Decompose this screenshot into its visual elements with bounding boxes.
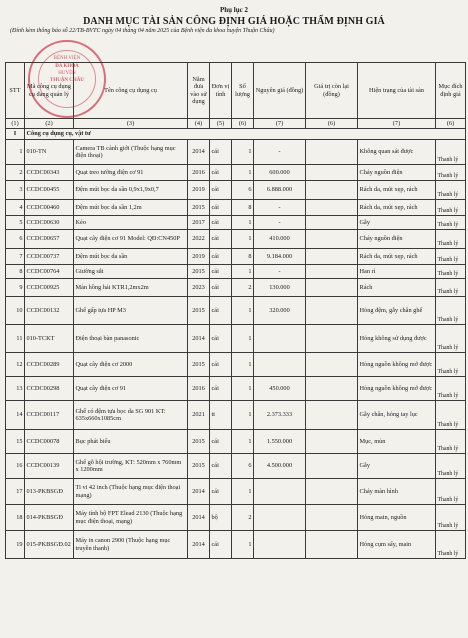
row-remain [306, 200, 358, 216]
row-stt: 1 [6, 140, 25, 165]
row-status: Hỏng cụm sấy, main [358, 531, 436, 559]
row-name: Camera TB cảnh giới (Thuộc hạng mục điện thoại) [74, 140, 188, 165]
header-status: Hiện trạng của tài sản [358, 63, 436, 119]
row-price: 9.184.000 [254, 249, 306, 265]
row-price: - [254, 140, 306, 165]
row-purpose: Thanh lý [436, 377, 466, 401]
row-qty: 1 [232, 230, 254, 249]
row-unit: cái [210, 279, 232, 297]
row-price: 6.888.000 [254, 181, 306, 200]
stamp-line: HUYỆN [58, 71, 76, 76]
table-row [6, 377, 466, 401]
row-name: Màn hồng hải KTR1,2mx2m [74, 279, 188, 297]
row-unit: cái [210, 216, 232, 230]
document-title: DANH MỤC TÀI SẢN CÔNG ĐỊNH GIÁ HOẶC THẨM ĐỊNH GIÁ [83, 16, 385, 27]
row-name: Ti vi 42 inch (Thuộc hạng mục điện thoại mạng) [74, 479, 188, 505]
row-unit: cái [210, 249, 232, 265]
row-remain [306, 165, 358, 181]
table-row [6, 353, 466, 377]
row-name: Máy in canon 2900 (Thuộc hạng mục truyền thanh) [74, 531, 188, 559]
asset-table [5, 62, 466, 559]
row-purpose: Thanh lý [436, 401, 466, 430]
row-stt: 3 [6, 181, 25, 200]
table-row [6, 454, 466, 479]
section-roman: I [6, 129, 25, 140]
row-price [254, 353, 306, 377]
row-remain [306, 377, 358, 401]
table-row [6, 325, 466, 353]
document-heading [0, 0, 468, 34]
colnum: (6) [436, 119, 466, 129]
row-price [254, 505, 306, 531]
row-code: CCDC00764 [25, 265, 74, 279]
row-code: CCDC00343 [25, 165, 74, 181]
row-remain [306, 279, 358, 297]
row-code: CCDC00657 [25, 230, 74, 249]
row-status: Gẫy chân, hỏng tay lục [358, 401, 436, 430]
row-stt: 4 [6, 200, 25, 216]
table-row [6, 479, 466, 505]
row-status: Hỏng đệm, gẫy chân ghế [358, 297, 436, 325]
row-remain [306, 505, 358, 531]
document-subtitle: (Đính kèm thông báo số 22/TB-BVTC ngày 04 tháng 04 năm 2025 của Bệnh viện đa khoa huyện Thuận Châu) [10, 28, 275, 34]
row-qty: 1 [232, 325, 254, 353]
row-code: 015-PKBSGĐ.02 [25, 531, 74, 559]
row-status: Han rỉ [358, 265, 436, 279]
row-status: Hỏng không sử dụng được [358, 325, 436, 353]
row-code: 010-TCKT [25, 325, 74, 353]
header-unit: Đơn vị tính [210, 63, 232, 119]
row-purpose: Thanh lý [436, 165, 466, 181]
stamp-line: THUẬN CHÂU [49, 78, 85, 83]
header-remain: Giá trị còn lại (đồng) [306, 63, 358, 119]
row-code: CCDC00289 [25, 353, 74, 377]
row-status: Gẫy [358, 454, 436, 479]
row-unit: cái [210, 430, 232, 454]
row-price: - [254, 216, 306, 230]
table-row [6, 505, 466, 531]
colnum: (2) [25, 119, 74, 129]
colnum: (6) [306, 119, 358, 129]
row-qty: 1 [232, 479, 254, 505]
row-code: CCDC00737 [25, 249, 74, 265]
row-purpose: Thanh lý [436, 216, 466, 230]
row-remain [306, 181, 358, 200]
row-unit: cái [210, 200, 232, 216]
colnum: (6) [232, 119, 254, 129]
row-status: Cháy màn hình [358, 479, 436, 505]
row-remain [306, 454, 358, 479]
table-row [6, 279, 466, 297]
row-name: Quạt cây điện cơ 91 Model: QĐ:CN450P [74, 230, 188, 249]
row-stt: 7 [6, 249, 25, 265]
row-year: 2015 [188, 353, 210, 377]
row-status: Hỏng main, nguồn [358, 505, 436, 531]
row-price: 450.000 [254, 377, 306, 401]
header-year: Năm đưa vào sử dụng [188, 63, 210, 119]
row-name: Bục phát biểu [74, 430, 188, 454]
row-purpose: Thanh lý [436, 454, 466, 479]
row-status: Rách da, mút xẹp, rách [358, 249, 436, 265]
row-unit: cái [210, 297, 232, 325]
row-unit: cái [210, 181, 232, 200]
row-unit: tt [210, 401, 232, 430]
row-unit: cái [210, 265, 232, 279]
row-stt: 13 [6, 377, 25, 401]
row-name: Máy tính bộ FPT Elead 2130 (Thuộc hạng mục điện thoại, mạng) [74, 505, 188, 531]
colnum: (4) [188, 119, 210, 129]
row-year: 2021 [188, 401, 210, 430]
row-name: Đệm mút bọc da sần 1,2m [74, 200, 188, 216]
row-stt: 17 [6, 479, 25, 505]
row-unit: cái [210, 165, 232, 181]
row-remain [306, 249, 358, 265]
row-name: Ghế có đệm tựa bọc da SG 901 KT: 635x660x1085cm [74, 401, 188, 430]
row-qty: 1 [232, 216, 254, 230]
row-stt: 10 [6, 297, 25, 325]
row-code: CCDC00132 [25, 297, 74, 325]
row-code: CCDC00455 [25, 181, 74, 200]
row-qty: 2 [232, 279, 254, 297]
row-purpose: Thanh lý [436, 430, 466, 454]
row-year: 2019 [188, 181, 210, 200]
row-purpose: Thanh lý [436, 279, 466, 297]
row-price: 1.550.000 [254, 430, 306, 454]
row-status: Rách da, mút xẹp, rách [358, 181, 436, 200]
row-price [254, 325, 306, 353]
row-status: Cháy nguồn điện [358, 230, 436, 249]
table-row [6, 531, 466, 559]
row-price: 600.000 [254, 165, 306, 181]
header-code: Mã công cụ dụng cụ đang quản lý [25, 63, 74, 119]
row-status: Mục, mủn [358, 430, 436, 454]
row-stt: 19 [6, 531, 25, 559]
row-remain [306, 230, 358, 249]
row-unit: cái [210, 377, 232, 401]
row-stt: 8 [6, 265, 25, 279]
row-status: Cháy nguồn điện [358, 165, 436, 181]
colnum: (7) [254, 119, 306, 129]
row-status: Gẫy [358, 216, 436, 230]
row-name: Kéo [74, 216, 188, 230]
row-price: 320.000 [254, 297, 306, 325]
row-qty: 1 [232, 165, 254, 181]
row-purpose: Thanh lý [436, 181, 466, 200]
row-year: 2019 [188, 249, 210, 265]
row-unit: bộ [210, 505, 232, 531]
row-year: 2023 [188, 279, 210, 297]
colnum: (5) [210, 119, 232, 129]
row-purpose: Thanh lý [436, 249, 466, 265]
row-price: - [254, 200, 306, 216]
row-status: Hỏng nguồn không mở được [358, 353, 436, 377]
row-year: 2016 [188, 165, 210, 181]
row-remain [306, 353, 358, 377]
row-year: 2015 [188, 200, 210, 216]
row-purpose: Thanh lý [436, 353, 466, 377]
row-qty: 1 [232, 377, 254, 401]
row-qty: 8 [232, 249, 254, 265]
row-name: Đệm mút bọc da sần [74, 249, 188, 265]
row-name: Quạt cây điện cơ 91 [74, 377, 188, 401]
row-year: 2014 [188, 325, 210, 353]
row-year: 2015 [188, 430, 210, 454]
row-qty: 6 [232, 454, 254, 479]
table-row [6, 181, 466, 200]
row-qty: 1 [232, 140, 254, 165]
table-row [6, 265, 466, 279]
row-qty: 1 [232, 401, 254, 430]
row-stt: 11 [6, 325, 25, 353]
row-year: 2014 [188, 140, 210, 165]
row-price: 2.373.333 [254, 401, 306, 430]
row-name: Quạt treo tường điện cơ 91 [74, 165, 188, 181]
row-remain [306, 297, 358, 325]
row-year: 2014 [188, 531, 210, 559]
header-price: Nguyên giá (đồng) [254, 63, 306, 119]
row-code: CCDC00139 [25, 454, 74, 479]
row-stt: 9 [6, 279, 25, 297]
stamp-line: ĐA KHOA [55, 64, 79, 69]
row-year: 2015 [188, 454, 210, 479]
table-row [6, 297, 466, 325]
table-row [6, 140, 466, 165]
row-qty: 8 [232, 200, 254, 216]
row-status: Rách [358, 279, 436, 297]
row-year: 2014 [188, 479, 210, 505]
row-stt: 12 [6, 353, 25, 377]
row-qty: 1 [232, 430, 254, 454]
header-name: Tên công cụ dụng cụ [74, 63, 188, 119]
row-purpose: Thanh lý [436, 230, 466, 249]
row-unit: cái [210, 325, 232, 353]
row-code: 013-PKBSGĐ [25, 479, 74, 505]
row-remain [306, 265, 358, 279]
row-status: Hỏng nguồn không mở được [358, 377, 436, 401]
row-unit: cái [210, 531, 232, 559]
row-price [254, 531, 306, 559]
row-code: CCDC00630 [25, 216, 74, 230]
row-status: Rách da, mút xẹp, rách [358, 200, 436, 216]
row-purpose: Thanh lý [436, 531, 466, 559]
row-unit: cái [210, 353, 232, 377]
row-stt: 15 [6, 430, 25, 454]
row-remain [306, 325, 358, 353]
row-year: 2015 [188, 297, 210, 325]
row-year: 2022 [188, 230, 210, 249]
table-header-row [6, 63, 466, 119]
row-year: 2016 [188, 377, 210, 401]
stamp-line: BỆNH VIỆN [53, 56, 81, 61]
row-unit: cái [210, 479, 232, 505]
row-code: 014-PKBSGĐ [25, 505, 74, 531]
row-remain [306, 401, 358, 430]
row-name: Quạt cây điện cơ 2000 [74, 353, 188, 377]
colnum: (7) [358, 119, 436, 129]
appendix-label: Phụ lục 2 [219, 6, 248, 14]
row-qty: 1 [232, 265, 254, 279]
row-code: CCDC00078 [25, 430, 74, 454]
column-number-row [6, 119, 466, 129]
row-stt: 16 [6, 454, 25, 479]
row-price: 130.000 [254, 279, 306, 297]
row-year: 2017 [188, 216, 210, 230]
row-price: 410.000 [254, 230, 306, 249]
row-stt: 6 [6, 230, 25, 249]
table-row [6, 230, 466, 249]
row-unit: cái [210, 140, 232, 165]
row-qty: 6 [232, 181, 254, 200]
row-purpose: Thanh lý [436, 505, 466, 531]
row-purpose: Thanh lý [436, 265, 466, 279]
section-label: Công cụ dụng cụ, vật tư [25, 129, 466, 140]
row-unit: cái [210, 454, 232, 479]
row-stt: 2 [6, 165, 25, 181]
row-qty: 1 [232, 531, 254, 559]
table-row [6, 430, 466, 454]
table-row [6, 249, 466, 265]
header-stt: STT [6, 63, 25, 119]
header-qty: Số lượng [232, 63, 254, 119]
row-code: 010-TN [25, 140, 74, 165]
row-stt: 5 [6, 216, 25, 230]
row-year: 2014 [188, 505, 210, 531]
row-code: CCDC00925 [25, 279, 74, 297]
row-code: CCDC00117 [25, 401, 74, 430]
row-qty: 2 [232, 505, 254, 531]
row-purpose: Thanh lý [436, 140, 466, 165]
row-remain [306, 140, 358, 165]
row-year: 2015 [188, 265, 210, 279]
row-purpose: Thanh lý [436, 200, 466, 216]
row-purpose: Thanh lý [436, 479, 466, 505]
row-remain [306, 216, 358, 230]
row-name: Đệm mút bọc da sần 0,9x1,9x0,7 [74, 181, 188, 200]
header-purpose: Mục đích định giá [436, 63, 466, 119]
row-stt: 18 [6, 505, 25, 531]
row-purpose: Thanh lý [436, 297, 466, 325]
row-qty: 1 [232, 353, 254, 377]
row-purpose: Thanh lý [436, 325, 466, 353]
row-name: Điện thoại bàn panasonic [74, 325, 188, 353]
colnum: (1) [6, 119, 25, 129]
table-row [6, 200, 466, 216]
colnum: (3) [74, 119, 188, 129]
row-code: CCDC00460 [25, 200, 74, 216]
table-row [6, 401, 466, 430]
row-status: Không quan sát được [358, 140, 436, 165]
row-price: 4.500.000 [254, 454, 306, 479]
table-row [6, 165, 466, 181]
table-row [6, 216, 466, 230]
row-unit: cái [210, 230, 232, 249]
section-row [6, 129, 466, 140]
row-name: Ghế gấp tựa HP M3 [74, 297, 188, 325]
row-name: Giường sắt [74, 265, 188, 279]
row-stt: 14 [6, 401, 25, 430]
row-remain [306, 479, 358, 505]
row-remain [306, 430, 358, 454]
row-code: CCDC00298 [25, 377, 74, 401]
row-name: Ghế gỗ hội trường, KT: 520mm x 760mm x 1200mm [74, 454, 188, 479]
row-price: - [254, 265, 306, 279]
row-qty: 1 [232, 297, 254, 325]
row-remain [306, 531, 358, 559]
row-price [254, 479, 306, 505]
